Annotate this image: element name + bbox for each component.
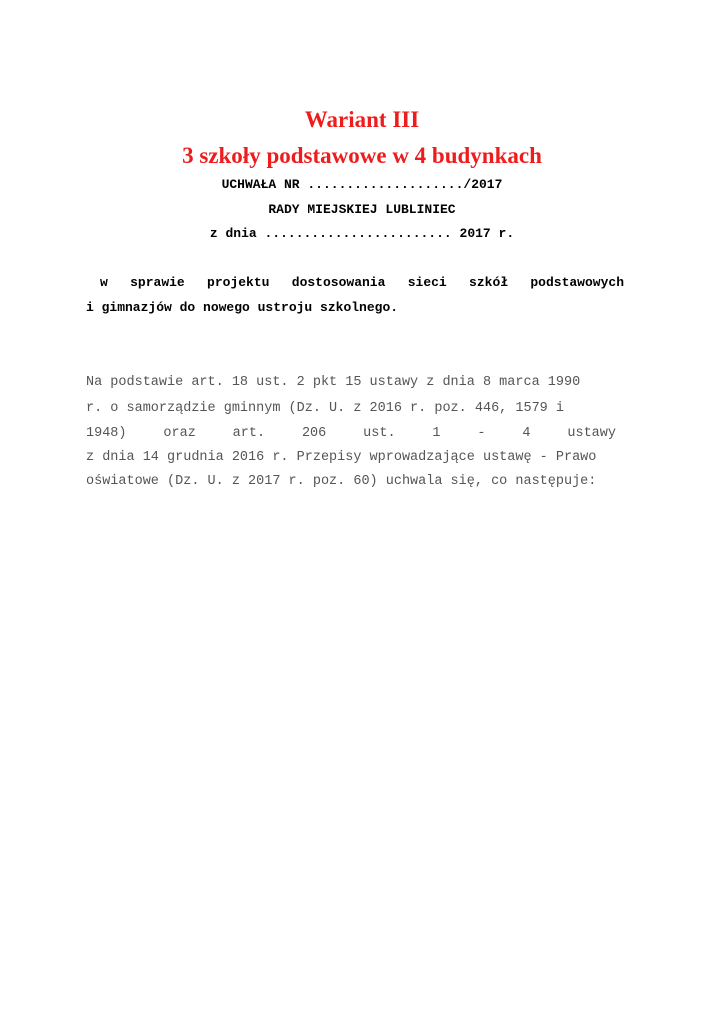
legal-basis-word: 1948) <box>86 426 127 441</box>
subject-word: dostosowania <box>291 275 386 290</box>
subject-line-2: i gimnazjów do nowego ustroju szkolnego. <box>86 300 399 315</box>
subject-word: sprawie <box>130 275 185 290</box>
legal-basis-line-2: r. o samorządzie gminnym (Dz. U. z 2016 r. poz. 446, 1579 i <box>86 401 564 416</box>
resolution-date: z dnia ........................ 2017 r. <box>209 226 515 241</box>
subject-line-1 <box>100 275 624 291</box>
subject-word: szkół <box>469 275 509 290</box>
subject-word: w <box>100 275 108 290</box>
legal-basis-word: 1 <box>432 426 441 441</box>
legal-basis-word: - <box>477 426 486 441</box>
legal-basis-line-1: Na podstawie art. 18 ust. 2 pkt 15 ustawy z dnia 8 marca 1990 <box>86 375 581 390</box>
legal-basis-word: 206 <box>301 426 327 441</box>
legal-basis-line-3 <box>86 426 616 442</box>
legal-basis-line-4: z dnia 14 grudnia 2016 r. Przepisy wprowadzające ustawę - Prawo <box>86 450 597 465</box>
council-name: RADY MIEJSKIEJ LUBLINIEC <box>268 202 456 217</box>
subject-word: podstawowych <box>530 275 624 290</box>
variant-subtitle: 3 szkoły podstawowe w 4 budynkach <box>182 143 542 168</box>
subject-word: sieci <box>407 275 447 290</box>
legal-basis-word: ust. <box>363 426 396 441</box>
subject-word: projektu <box>207 275 270 290</box>
legal-basis-word: art. <box>232 426 266 441</box>
legal-basis-word: 4 <box>522 426 531 441</box>
legal-basis-word: ustawy <box>567 426 616 441</box>
legal-basis-line-5: oświatowe (Dz. U. z 2017 r. poz. 60) uchwala się, co następuje: <box>86 474 597 489</box>
variant-title: Wariant III <box>304 107 420 132</box>
resolution-number: UCHWAŁA NR ..................../2017 <box>221 177 503 192</box>
legal-basis-word: oraz <box>163 426 196 441</box>
